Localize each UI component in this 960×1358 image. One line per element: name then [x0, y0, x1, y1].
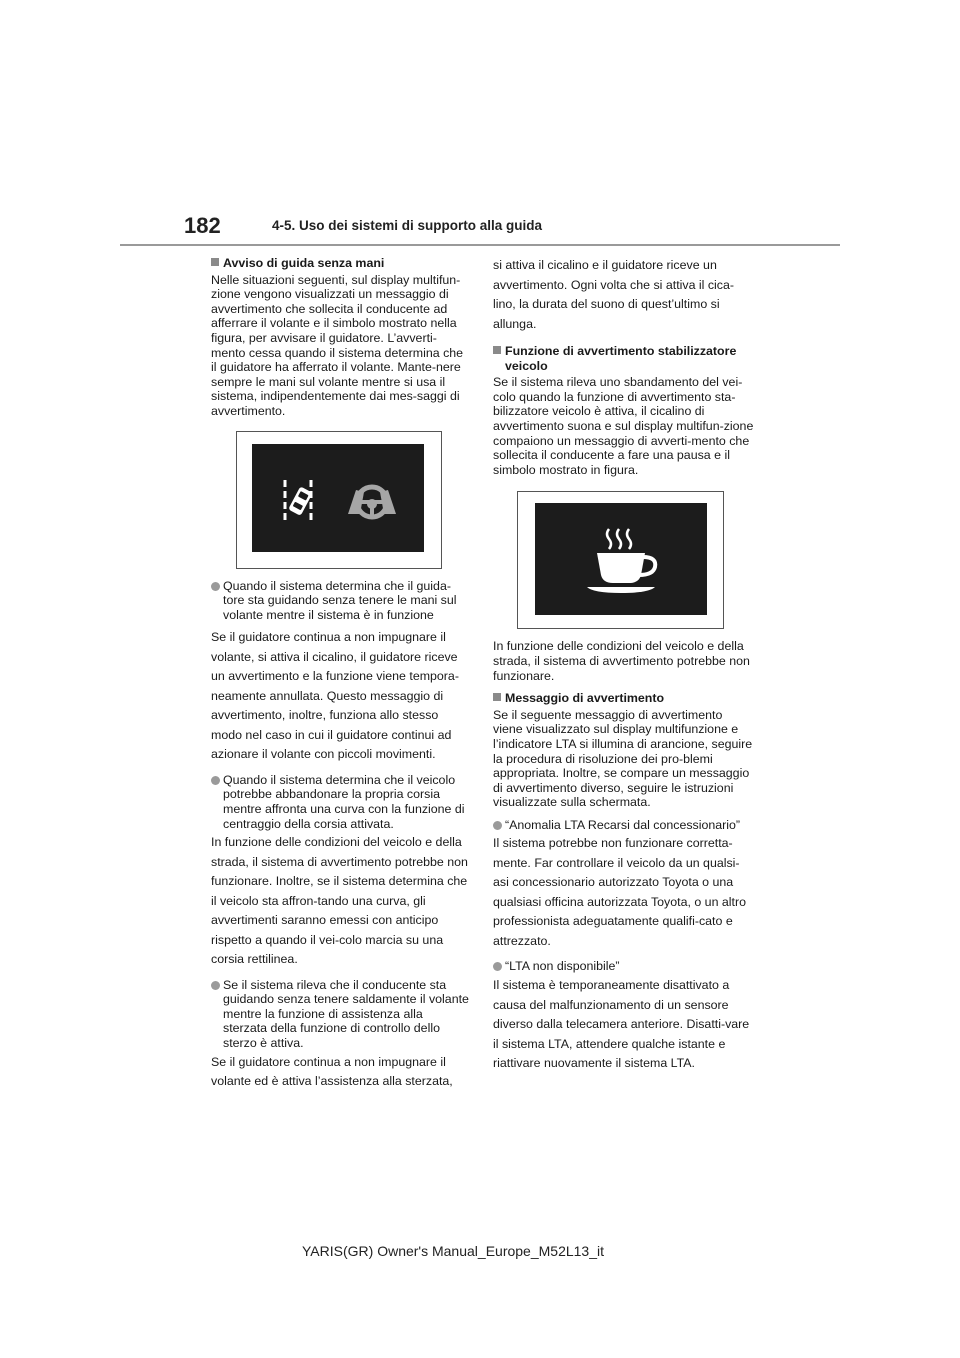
round-bullet-icon: [493, 821, 502, 830]
paragraph: In funzione delle condizioni del veicolo e della strada, il sistema di avvertimento potrebbe non funzionare.: [493, 639, 750, 683]
lane-departure-icon: [285, 480, 313, 520]
coffee-cup-icon: [587, 529, 655, 593]
heading-warning-message: [493, 691, 755, 706]
heading-text: Funzione di avvertimento stabilizzatore veicolo: [505, 344, 737, 373]
paragraph: Se il seguente messaggio di avvertimento viene visualizzato sul display multifunzione e l’indicatore LTA si illumina di arancione, seguire la procedura di risoluzione dei pro-blemi appropriata. Inoltre, se compare un messaggio di avvertimento diverso, seguire le istruzioni visualizzate sulla schermata.: [493, 707, 753, 810]
square-bullet-icon: [493, 693, 501, 701]
bullet-item: [493, 818, 755, 833]
square-bullet-icon: [211, 258, 219, 266]
bullet-text: “LTA non disponibile”: [505, 959, 620, 974]
paragraph: Il sistema è temporaneamente disattivato a causa del malfunzionamento di un sensore diverso dalla telecamera anteriore. Disatti-vare il sistema LTA, attendere qualche istante e riattivare nuovamente il sistema LTA.: [493, 978, 750, 1071]
heading-hands-off-warning: [211, 256, 469, 271]
heading-text: Avviso di guida senza mani: [223, 256, 385, 270]
display-illustration: [252, 444, 424, 552]
page-number: 182: [184, 213, 221, 238]
paragraph: Nelle situazioni seguenti, sul display multifun-zione vengono visualizzati un messaggio di avvertimento che sollecita il conducente ad afferrare il volante e il simbolo mostrato nella figura, per avvisare il guidatore. L’avverti-mento cessa quando il sistema determina che il guidatore ha afferrato il volante. Mante-nere sempre le mani sul volante mentre si usa il sistema, indipendentemente dai mes-saggi di avvertimento.: [211, 272, 464, 418]
footer-text: YARIS(GR) Owner's Manual_Europe_M52L13_it: [302, 1243, 604, 1259]
paragraph: Se il guidatore continua a non impugnare il volante ed è attiva l’assistenza alla sterzata,: [211, 1054, 453, 1089]
paragraph: In funzione delle condizioni del veicolo e della strada, il sistema di avvertimento potrebbe non funzionare. Inoltre, se il sistema determina che il veicolo sta affron-tando una curva, gli avvertimenti saranno emessi con anticipo rispetto a quando il vei-colo marcia su una corsia rettilinea.: [211, 835, 468, 967]
header-divider: [120, 244, 840, 246]
paragraph: Se il guidatore continua a non impugnare il volante, si attiva il cicalino, il guidatore riceve un avvertimento e la funzione viene tempora-neamente annullata. Questo messaggio di avvertimento, inoltre, funziona allo stesso modo nel caso in cui il guidatore continui ad azionare il volante con piccoli movimenti.: [211, 630, 459, 762]
display-illustration: [535, 503, 707, 615]
heading-text: Messaggio di avvertimento: [505, 691, 665, 706]
paragraph: Se il sistema rileva uno sbandamento del vei-colo quando la funzione di avvertimento sta-bilizzatore veicolo è attiva, il cicalino di avvertimento suona e sul display multifun-zione compaiono un messaggio di avverti-mento che sollecita il conducente a fare una pausa e il simbolo mostrato in figura.: [493, 375, 754, 477]
hands-on-wheel-icon: [348, 487, 396, 517]
bullet-item: [211, 978, 469, 1051]
square-bullet-icon: [493, 346, 501, 354]
bullet-text: “Anomalia LTA Recarsi dal concessionario”: [505, 817, 741, 832]
section-title: 4-5. Uso dei sistemi di supporto alla guida: [272, 218, 543, 233]
bullet-text: Quando il sistema determina che il guida-tore sta guidando senza tenere le mani sul volante mentre il sistema è in funzione: [223, 578, 457, 622]
heading-stability-warning: [493, 344, 755, 373]
bullet-text: Quando il sistema determina che il veicolo potrebbe abbandonare la propria corsia mentre affronta una curva con la funzione di centraggio della corsia attivata.: [223, 772, 465, 831]
round-bullet-icon: [211, 582, 220, 591]
bullet-item: [211, 773, 469, 831]
round-bullet-icon: [211, 981, 220, 990]
round-bullet-icon: [211, 776, 220, 785]
bullet-item: [493, 959, 755, 974]
hands-off-warning-figure: [236, 431, 442, 569]
right-column: [493, 256, 755, 1080]
bullet-item: [211, 579, 469, 623]
display-screen: [252, 444, 424, 552]
coffee-break-figure: [517, 491, 724, 629]
paragraph: si attiva il cicalino e il guidatore riceve un avvertimento. Ogni volta che si attiva il cica-lino, la durata del suono di quest’ultimo si allunga.: [493, 258, 735, 331]
round-bullet-icon: [493, 962, 502, 971]
left-column: [211, 256, 469, 1098]
display-screen: [535, 503, 707, 615]
paragraph: Il sistema potrebbe non funzionare corretta-mente. Far controllare il veicolo da un qualsi-asi concessionario autorizzato Toyota o una qualsiasi officina autorizzata Toyota, o un altro professionista adeguatamente qualifi-cato e attrezzato.: [493, 836, 747, 948]
bullet-text: Se il sistema rileva che il conducente sta guidando senza tenere saldamente il volante mentre la funzione di assistenza alla sterzata della funzione di controllo dello sterzo è attiva.: [223, 977, 469, 1051]
